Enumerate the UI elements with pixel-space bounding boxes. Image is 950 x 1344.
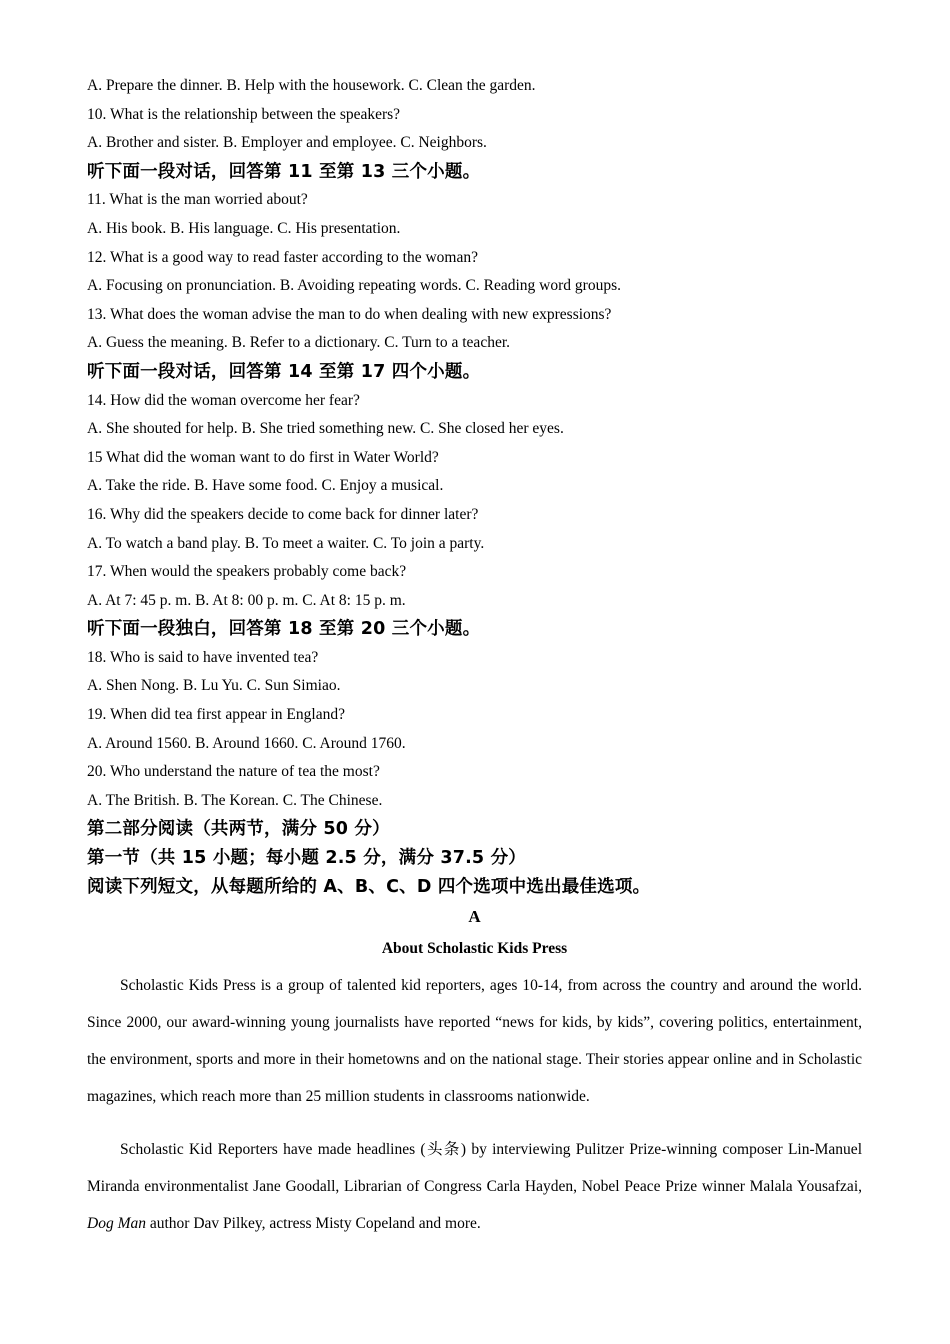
answer-options-q17: A. At 7: 45 p. m. B. At 8: 00 p. m. C. At 8: 15 p. m. (87, 591, 406, 609)
answer-options-q12: A. Focusing on pronunciation. B. Avoiding repeating words. C. Reading word groups. (87, 277, 621, 295)
question-16: 16. Why did the speakers decide to come back for dinner later? (87, 505, 479, 523)
answer-options-q13: A. Guess the meaning. B. Refer to a dictionary. C. Turn to a teacher. (87, 334, 511, 352)
section-one-heading: 第一节（共 15 小题；每小题 2.5 分，满分 37.5 分） (87, 848, 526, 869)
question-10: 10. What is the relationship between the speakers? (87, 105, 401, 123)
question-18: 18. Who is said to have invented tea? (87, 648, 319, 666)
question-11: 11. What is the man worried about? (87, 191, 308, 209)
section-heading-11-13: 听下面一段对话，回答第 11 至第 13 三个小题。 (87, 161, 481, 182)
passage-title: About Scholastic Kids Press (381, 940, 568, 958)
question-20: 20. Who understand the nature of tea the most? (87, 763, 380, 781)
question-13: 13. What does the woman advise the man to do when dealing with new expressions? (87, 305, 612, 323)
part-two-heading: 第二部分阅读（共两节，满分 50 分） (87, 819, 390, 840)
answer-options-q11: A. His book. B. His language. C. His presentation. (87, 219, 401, 237)
exam-page (87, 72, 862, 1257)
passage-label: A (468, 907, 481, 927)
passage-paragraph-2 (87, 1131, 862, 1242)
reading-instructions: 阅读下列短文，从每题所给的 A、B、C、D 四个选项中选出最佳选项。 (87, 876, 651, 897)
book-title-italic: Dog Man (87, 1214, 146, 1232)
answer-options-q15: A. Take the ride. B. Have some food. C. Enjoy a musical. (87, 477, 444, 495)
paragraph-2-text-start: Scholastic Kid Reporters have made headlines (头条) by interviewing Pulitzer Prize-winning composer Lin-Manuel Miranda environmentalist Jane Goodall, Librarian of Congress Carla Hayden, Nobel Peace Prize winner Malala Yousafzai, (87, 1140, 862, 1195)
listening-questions (87, 72, 862, 901)
answer-options-q10: A. Brother and sister. B. Employer and employee. C. Neighbors. (87, 134, 487, 152)
answer-options-q18: A. Shen Nong. B. Lu Yu. C. Sun Simiao. (87, 677, 341, 695)
section-heading-14-17: 听下面一段对话，回答第 14 至第 17 四个小题。 (87, 361, 481, 382)
question-19: 19. When did tea first appear in England? (87, 706, 345, 724)
answer-options-q20: A. The British. B. The Korean. C. The Chinese. (87, 791, 383, 809)
paragraph-2-text-end: author Dav Pilkey, actress Misty Copeland and more. (145, 1214, 481, 1232)
answer-options-q19: A. Around 1560. B. Around 1660. C. Around 1760. (87, 734, 406, 752)
question-15: 15 What did the woman want to do first in Water World? (87, 448, 439, 466)
answer-options-q14: A. She shouted for help. B. She tried something new. C. She closed her eyes. (87, 420, 564, 438)
question-12: 12. What is a good way to read faster according to the woman? (87, 248, 478, 266)
section-heading-18-20: 听下面一段独白，回答第 18 至第 20 三个小题。 (87, 619, 481, 640)
answer-options-q16: A. To watch a band play. B. To meet a waiter. C. To join a party. (87, 534, 485, 552)
question-17: 17. When would the speakers probably come back? (87, 563, 407, 581)
passage-paragraph-1: Scholastic Kids Press is a group of talented kid reporters, ages 10-14, from across the country and around the world. Since 2000, our award-winning young journalists have reported “news for kids, by kids”, covering politics, entertainment, the environment, sports and more in their hometowns and on the national stage. Their stories appear online and in Scholastic magazines, which reach more than 25 million students in classrooms nationwide. (87, 977, 862, 1106)
answer-options-q9: A. Prepare the dinner. B. Help with the housework. C. Clean the garden. (87, 77, 536, 94)
question-14: 14. How did the woman overcome her fear? (87, 391, 360, 409)
